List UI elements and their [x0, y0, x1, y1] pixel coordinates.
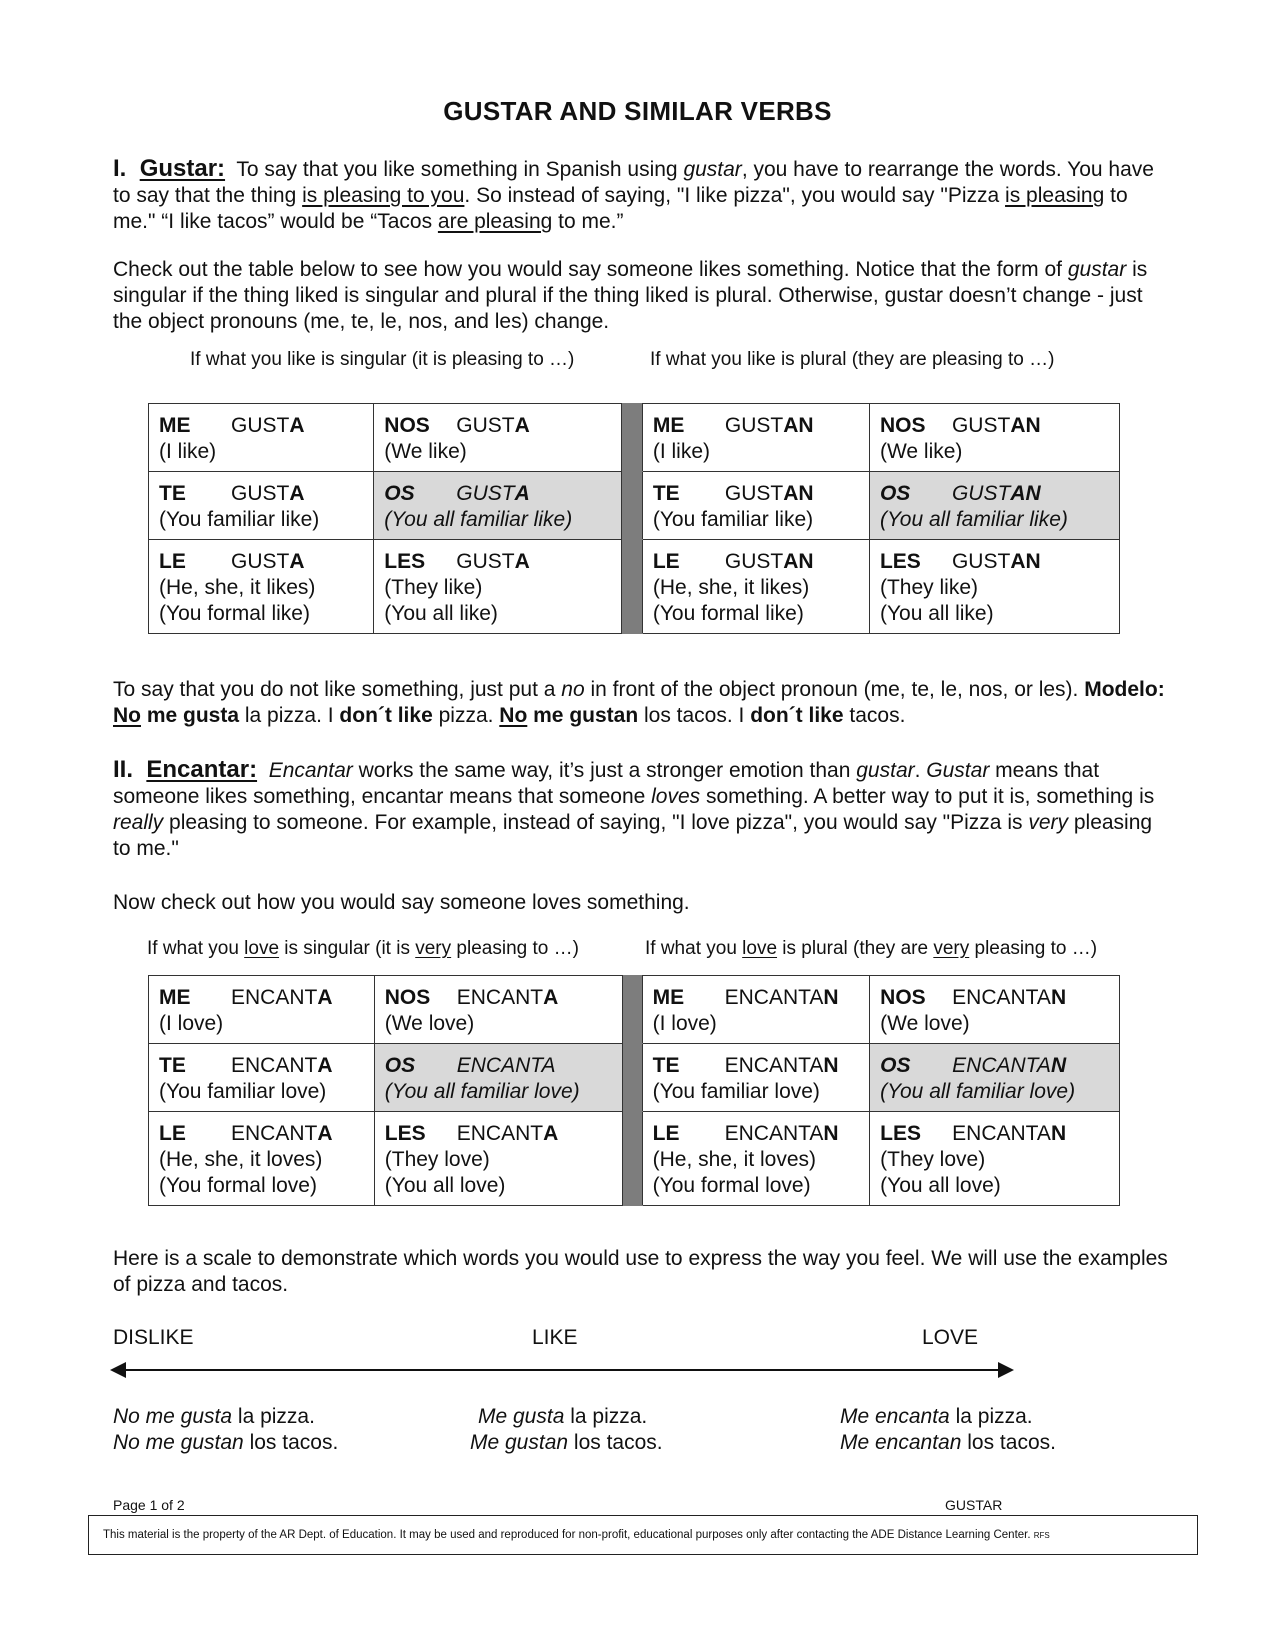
translation: (We like)	[384, 440, 467, 463]
pronoun: NOS	[384, 414, 430, 437]
conjugation-form	[653, 413, 859, 439]
section-2-heading: II. Encantar:	[113, 756, 258, 783]
example-line: Me gustan los tacos.	[470, 1431, 663, 1454]
table-row	[149, 404, 1120, 472]
example-line: No me gusta la pizza.	[113, 1405, 315, 1428]
translation: (You all familiar love)	[384, 1080, 580, 1103]
pronoun: OS	[880, 1054, 911, 1077]
pronoun: ME	[159, 986, 191, 1009]
footer-topic: GUSTAR	[945, 1497, 1003, 1513]
translation: (You familiar love)	[652, 1080, 820, 1103]
encantar-caption-plural: If what you love is plural (they are very pleasing to …)	[645, 938, 1098, 959]
scale-examples-like	[470, 1404, 663, 1456]
table-divider	[622, 472, 642, 540]
gustar-intro: I. Gustar: To say that you like something in Spanish using gustar, you have to rearrange the words. You have to say that the thing is pleasing to you. So instead of saying, "I like pizza", you would say "Pizza is pleasing to me." “I like tacos” would be “Tacos are pleasing to me.”	[113, 155, 1154, 233]
translation: (We love)	[880, 1012, 970, 1035]
verb-form: GUSTA	[456, 482, 530, 505]
translation: (You all familiar like)	[384, 508, 573, 531]
pronoun: LES	[384, 1122, 426, 1145]
conjugation-cell	[149, 1044, 375, 1112]
conjugation-cell	[374, 472, 622, 540]
conjugation-form	[385, 1053, 612, 1079]
translation: (He, she, it likes)	[159, 576, 316, 599]
pronoun: ME	[652, 986, 685, 1009]
example-line: No me gustan los tacos.	[113, 1431, 339, 1454]
example-line: Me encanta la pizza.	[840, 1405, 1033, 1428]
verb-form: GUSTAN	[724, 414, 814, 437]
example-line: Me gusta la pizza.	[478, 1405, 648, 1428]
pronoun: LE	[159, 1122, 186, 1145]
verb-form: ENCANTAN	[952, 986, 1067, 1009]
conjugation-cell	[870, 976, 1120, 1044]
conjugation-cell	[870, 1044, 1120, 1112]
table-row	[149, 1044, 1120, 1112]
conjugation-cell	[642, 404, 869, 472]
conjugation-form	[159, 413, 363, 439]
verb-form: GUSTAN	[951, 550, 1041, 573]
table-row	[149, 1112, 1120, 1206]
pronoun: ME	[159, 414, 191, 437]
conjugation-form	[880, 985, 1109, 1011]
translation: (I like)	[652, 440, 711, 463]
encantar-table-intro: Now check out how you would say someone loves something.	[113, 891, 690, 914]
translation: (We like)	[879, 440, 963, 463]
conjugation-cell	[374, 1044, 622, 1112]
conjugation-cell	[374, 1112, 622, 1206]
verb-form: ENCANTAN	[952, 1054, 1067, 1077]
table-divider	[622, 540, 642, 634]
verb-form: GUSTA	[456, 550, 530, 573]
pronoun: TE	[159, 1054, 186, 1077]
conjugation-cell	[149, 1112, 375, 1206]
conjugation-cell	[642, 1044, 870, 1112]
gustar-conjugation-table	[148, 403, 1120, 634]
conjugation-cell	[642, 540, 869, 634]
page-title: GUSTAR AND SIMILAR VERBS	[443, 96, 832, 126]
encantar-intro: II. Encantar: Encantar works the same way, it’s just a stronger emotion than gustar. Gustar means that someone likes something, encantar means that someone loves something. A better way to put it is, something is really pleasing to someone. For example, instead of saying, "I love pizza", you would say "Pizza is very pleasing to me."	[113, 756, 1155, 860]
pronoun: LE	[652, 1122, 680, 1145]
translation: (You all familiar love)	[880, 1080, 1076, 1103]
verb-form: ENCANTA	[456, 1054, 556, 1077]
translation: (They love)	[384, 1148, 490, 1171]
encantar-conjugation-table	[148, 975, 1120, 1206]
verb-form: ENCANTAN	[724, 1054, 839, 1077]
translation: (They like)	[879, 576, 978, 599]
pronoun: OS	[384, 1054, 416, 1077]
translation: (You familiar love)	[159, 1080, 327, 1103]
verb-form: ENCANTAN	[724, 986, 839, 1009]
conjugation-form	[159, 1053, 364, 1079]
conjugation-cell	[870, 1112, 1120, 1206]
translation: (I like)	[159, 440, 217, 463]
scale-examples-dislike	[113, 1404, 338, 1456]
table-row	[149, 540, 1120, 634]
verb-form: ENCANTA	[456, 1122, 559, 1145]
conjugation-cell	[374, 540, 622, 634]
translation: (They love)	[880, 1148, 986, 1171]
conjugation-form	[880, 549, 1109, 575]
pronoun: OS	[384, 482, 415, 505]
translation: (We love)	[384, 1012, 475, 1035]
verb-form: ENCANTA	[231, 1122, 333, 1145]
translation: (I love)	[652, 1012, 717, 1035]
verb-form: GUSTAN	[951, 482, 1041, 505]
pronoun: LE	[159, 550, 186, 573]
conjugation-form	[159, 549, 363, 575]
conjugation-form	[880, 413, 1109, 439]
conjugation-form	[653, 1121, 860, 1147]
translation: (You familiar like)	[159, 508, 320, 531]
conjugation-form	[653, 481, 859, 507]
conjugation-form	[385, 985, 612, 1011]
legal-notice: This material is the property of the AR Dept. of Education. It may be used and reproduced for non-profit, educational purposes only after contacting the ADE Distance Learning Center. RFS	[88, 1515, 1198, 1555]
conjugation-form	[159, 985, 364, 1011]
conjugation-cell	[149, 976, 375, 1044]
translation: (You all love)	[880, 1174, 1001, 1197]
conjugation-cell	[374, 976, 622, 1044]
verb-form: ENCANTA	[456, 986, 559, 1009]
translation: (I love)	[159, 1012, 224, 1035]
conjugation-cell	[642, 472, 869, 540]
conjugation-cell	[642, 1112, 870, 1206]
translation: (He, she, it likes)	[652, 576, 810, 599]
translation: (You familiar like)	[652, 508, 814, 531]
translation: (You all like)	[384, 602, 498, 625]
verb-form: GUSTAN	[724, 482, 814, 505]
conjugation-form	[384, 549, 611, 575]
verb-form: GUSTA	[231, 482, 305, 505]
pronoun: ME	[652, 414, 685, 437]
verb-form: ENCANTA	[231, 1054, 333, 1077]
conjugation-form	[880, 481, 1109, 507]
verb-form: ENCANTAN	[724, 1122, 839, 1145]
conjugation-cell	[642, 976, 870, 1044]
translation: (You all familiar like)	[879, 508, 1068, 531]
pronoun: NOS	[384, 986, 431, 1009]
scale-examples-love	[840, 1404, 1056, 1456]
verb-form: ENCANTA	[231, 986, 333, 1009]
pronoun: LES	[384, 550, 426, 573]
translation: (You all like)	[879, 602, 994, 625]
conjugation-form	[159, 481, 363, 507]
pronoun: LES	[880, 1122, 921, 1145]
scale-arrow	[110, 1358, 1015, 1382]
translation: (You formal love)	[652, 1174, 811, 1197]
conjugation-cell	[149, 404, 374, 472]
table-divider	[622, 1112, 642, 1206]
verb-form: GUSTA	[231, 414, 305, 437]
translation: (You formal like)	[159, 602, 310, 625]
translation: (He, she, it loves)	[652, 1148, 817, 1171]
conjugation-cell	[374, 404, 622, 472]
gustar-caption-singular: If what you like is singular (it is pleasing to …)	[190, 349, 575, 370]
translation: (You all love)	[384, 1174, 506, 1197]
pronoun: TE	[159, 482, 186, 505]
gustar-table-explanation: Check out the table below to see how you would say someone likes something. Notice that the form of gustar is singular if the thing liked is singular and plural if the thing liked is plural. Otherwise, gustar doesn’t change - just the object pronouns (me, te, le, nos, and les) change.	[113, 258, 1148, 333]
conjugation-form	[653, 1053, 860, 1079]
table-divider	[622, 1044, 642, 1112]
encantar-caption-singular: If what you love is singular (it is very pleasing to …)	[147, 938, 579, 959]
table-row	[149, 472, 1120, 540]
conjugation-form	[384, 481, 611, 507]
verb-form: ENCANTAN	[952, 1122, 1067, 1145]
conjugation-form	[384, 413, 611, 439]
pronoun: TE	[652, 482, 680, 505]
example-line: Me encantan los tacos.	[840, 1431, 1056, 1454]
table-row	[149, 976, 1120, 1044]
pronoun: LE	[652, 550, 680, 573]
conjugation-cell	[149, 540, 374, 634]
pronoun: NOS	[879, 414, 926, 437]
verb-form: GUSTA	[456, 414, 530, 437]
table-divider	[622, 976, 642, 1044]
scale-intro: Here is a scale to demonstrate which words you would use to express the way you feel. We will use the examples of pizza and tacos.	[113, 1247, 1168, 1296]
translation: (You formal love)	[159, 1174, 317, 1197]
pronoun: OS	[879, 482, 911, 505]
conjugation-form	[880, 1121, 1109, 1147]
translation: (You formal like)	[652, 602, 804, 625]
scale-label-like: LIKE	[532, 1326, 578, 1349]
translation: (They like)	[384, 576, 483, 599]
pronoun: NOS	[880, 986, 926, 1009]
verb-form: GUSTAN	[951, 414, 1041, 437]
verb-form: GUSTA	[231, 550, 305, 573]
conjugation-cell	[869, 472, 1119, 540]
conjugation-form	[880, 1053, 1109, 1079]
conjugation-cell	[149, 472, 374, 540]
conjugation-form	[385, 1121, 612, 1147]
scale-label-dislike: DISLIKE	[113, 1326, 194, 1349]
gustar-negation: To say that you do not like something, just put a no in front of the object pronoun (me, te, le, nos, or les). Modelo: No me gusta la pizza. I don´t like pizza. No me gustan los tacos. I don´t like tacos.	[113, 678, 1165, 727]
pronoun: TE	[652, 1054, 680, 1077]
conjugation-cell	[869, 404, 1119, 472]
table-divider	[622, 404, 642, 472]
translation: (He, she, it loves)	[159, 1148, 323, 1171]
verb-form: GUSTAN	[724, 550, 814, 573]
gustar-caption-plural: If what you like is plural (they are pleasing to …)	[650, 349, 1055, 370]
page-number: Page 1 of 2	[113, 1497, 185, 1513]
pronoun: LES	[879, 550, 921, 573]
section-1-heading: I. Gustar:	[113, 155, 226, 182]
conjugation-form	[159, 1121, 364, 1147]
conjugation-form	[653, 549, 859, 575]
conjugation-form	[653, 985, 860, 1011]
conjugation-cell	[869, 540, 1119, 634]
scale-label-love: LOVE	[922, 1326, 979, 1349]
